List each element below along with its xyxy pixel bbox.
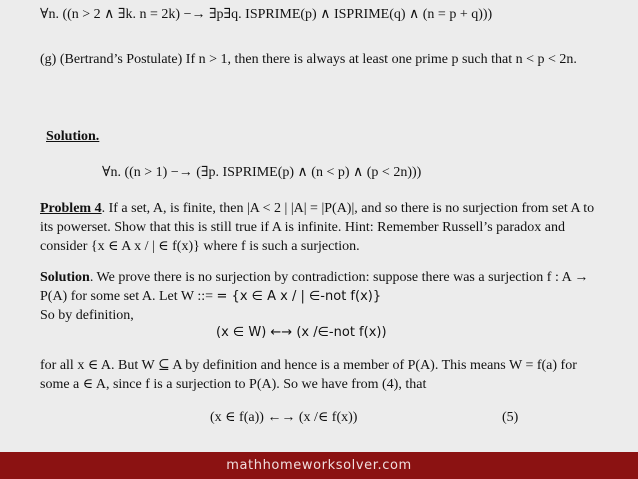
- footer-banner: [0, 452, 638, 479]
- solution2-label: Solution: [40, 270, 90, 285]
- part-g: (g) (Bertrand’s Postulate) If n > 1, then there is always at least one prime p such that n < p < 2n.: [40, 52, 577, 67]
- equation-number: (5): [502, 410, 519, 425]
- w-definition: = {x ∈ A x / | ∈-not f(x)}: [216, 289, 382, 304]
- problem4-paragraph: [40, 199, 600, 256]
- solution2-continuation: for all x ∈ A. But W ⊆ A by definition and hence is a member of P(A). This means W = f(a) for some a ∈ A, since f is a surjection to P(A). So we have from (4), that: [40, 358, 577, 392]
- solution2-paragraph: [40, 268, 600, 325]
- solution2-text-b: So by definition,: [40, 308, 134, 323]
- solution2-text-a: . We prove there is no surjection by contradiction: suppose there was a surjection f : A → P(A) for some set A. Let W ::=: [40, 270, 589, 304]
- fa-formula: (x ∈ f(a)) ←→ (x /∈ f(x)): [210, 410, 358, 425]
- problem4-label: Problem 4: [40, 201, 102, 216]
- footer-site-link[interactable]: mathhomeworksolver.com: [226, 458, 412, 473]
- solution1-label: Solution.: [46, 129, 100, 144]
- solution1-formula: ∀n. ((n > 1) −→ (∃p. ISPRIME(p) ∧ (n < p) ∧ (p < 2n))): [102, 165, 422, 180]
- problem4-text: . If a set, A, is finite, then |A < 2 | |A| = |P(A)|, and so there is no surjection from set A to its powerset. Show that this is still true if A is infinite. Hint: Remember Russell’s paradox and consider {x ∈ A x / | ∈ f(x)} where f is such a surjection.: [40, 201, 595, 254]
- prev-formula: ∀n. ((n > 2 ∧ ∃k. n = 2k) −→ ∃p∃q. ISPRIME(p) ∧ ISPRIME(q) ∧ (n = p + q))): [40, 7, 493, 22]
- w-formula: (x ∈ W) ←→ (x /∈-not f(x)): [216, 325, 387, 340]
